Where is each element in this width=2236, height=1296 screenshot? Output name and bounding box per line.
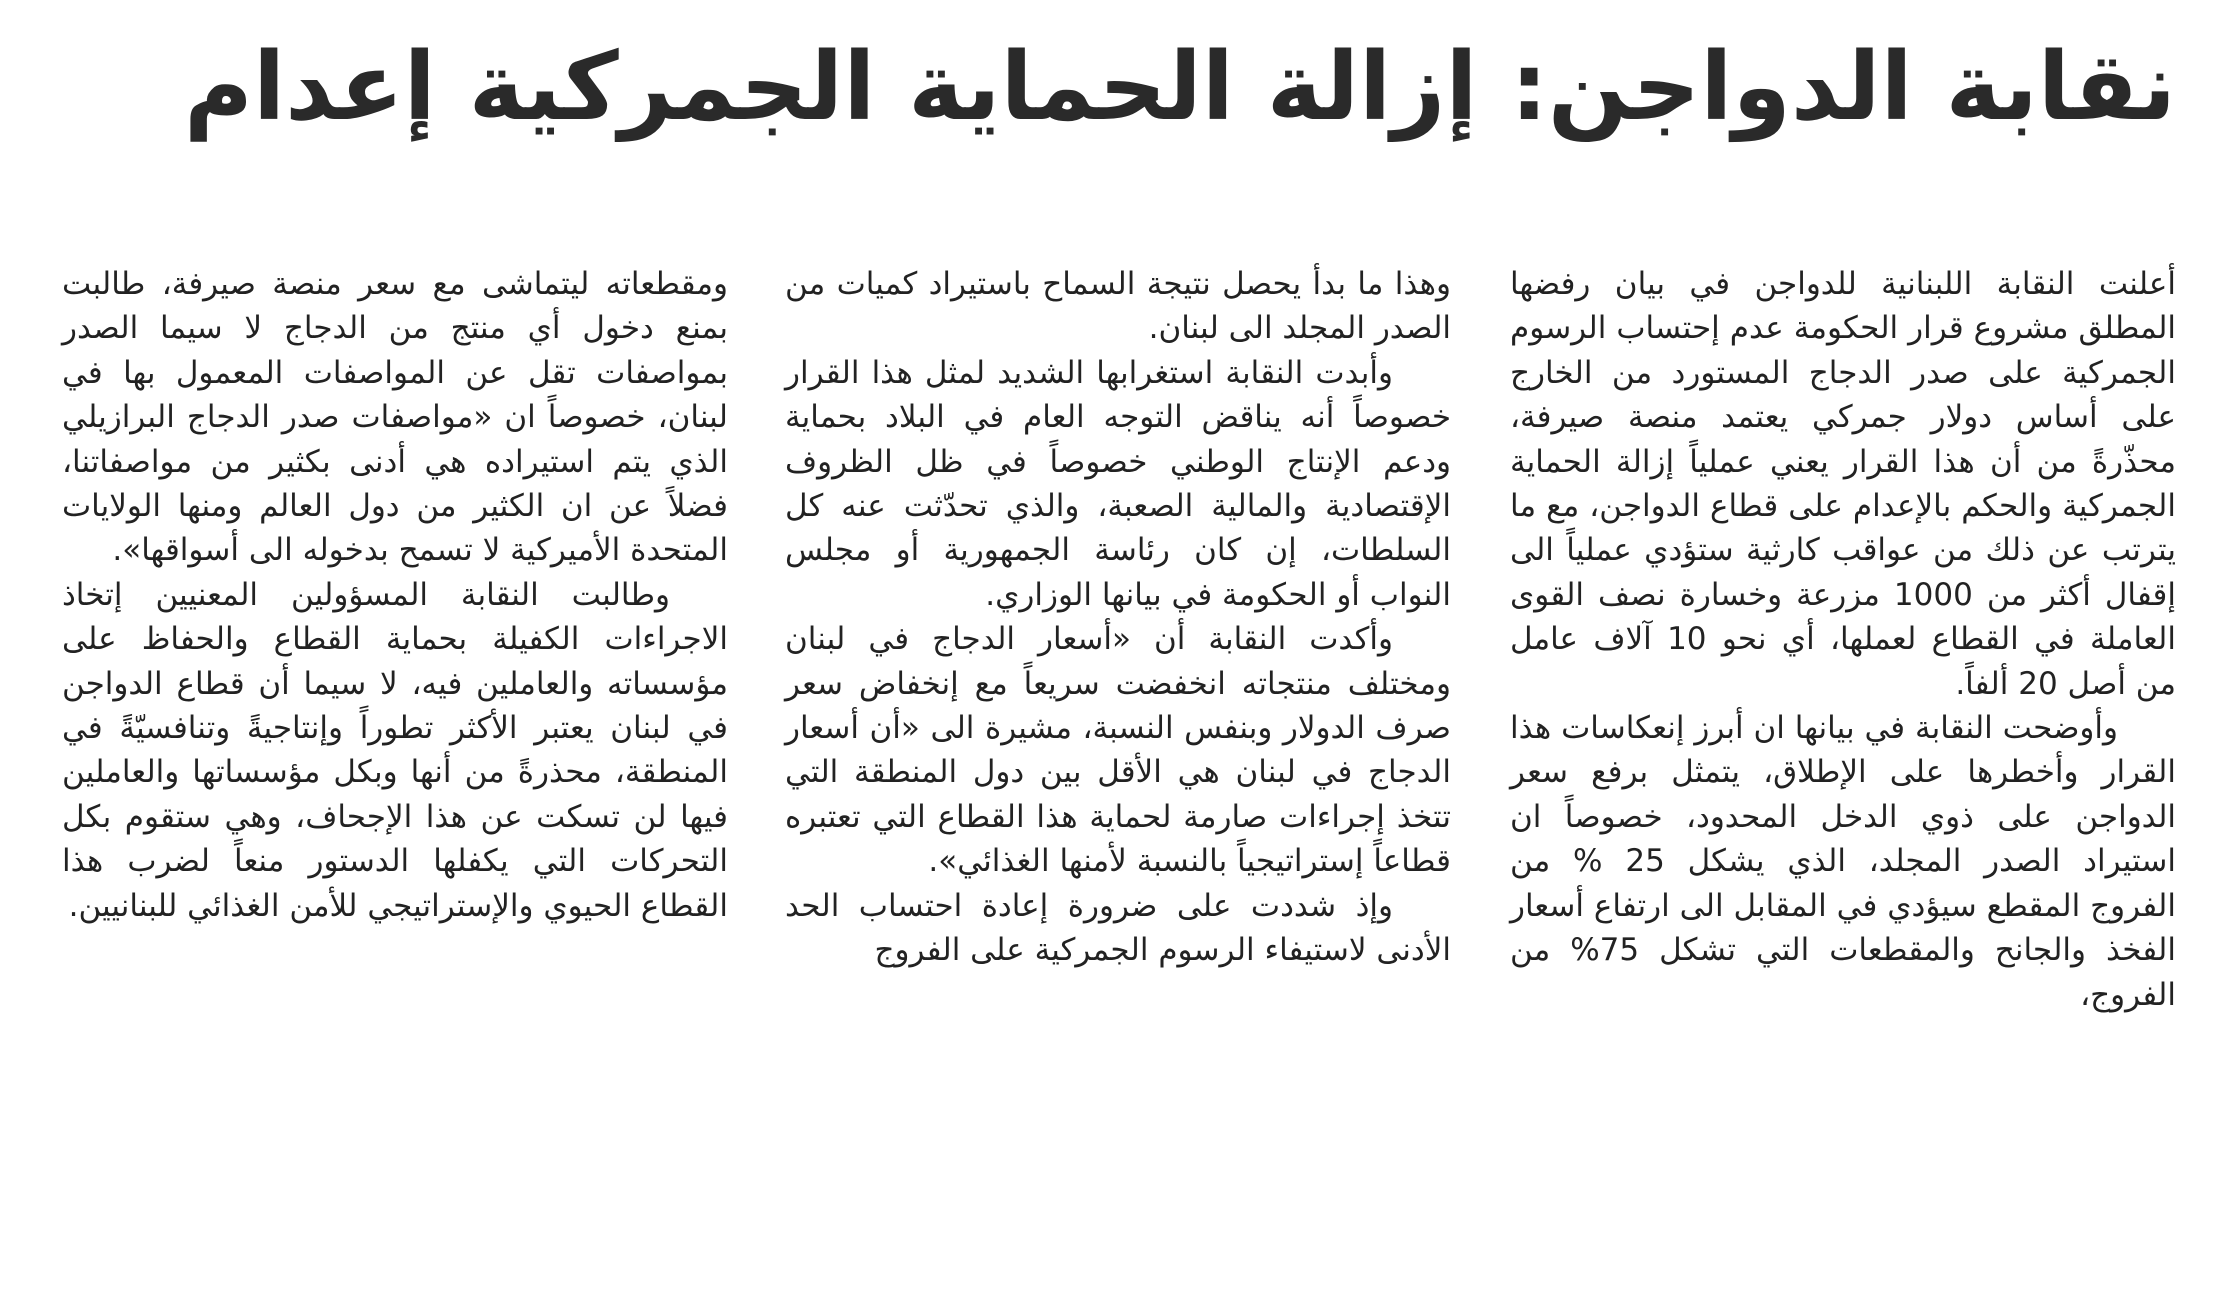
article-column-2 (785, 262, 1451, 973)
article-paragraph: وإذ شددت على ضرورة إعادة احتساب الحد الأدنى لاستيفاء الرسوم الجمركية على الفروج (785, 887, 1451, 969)
article-paragraph: أعلنت النقابة اللبنانية للدواجن في بيان رفضها المطلق مشروع قرار الحكومة عدم إحتساب الرسوم الجمركية على صدر الدجاج المستورد من الخارج على أساس دولار جمركي يعتمد منصة صيرفة، محذّرةً من أن هذا القرار يعني عملياً إزالة الحماية الجمركية والحكم بالإعدام على قطاع الدواجن، مع ما يترتب عن ذلك من عواقب كارثية ستؤدي عملياً الى إقفال أكثر من 1000 مزرعة وخسارة نصف القوى العاملة في القطاع لعملها، أي نحو 10 آلاف عامل من أصل 20 ألفاً. (1510, 266, 2176, 702)
article-paragraph: ومقطعاته ليتماشى مع سعر منصة صيرفة، طالبت بمنع دخول أي منتج من الدجاج لا سيما الصدر بمواصفات تقل عن المواصفات المعمول بها في لبنان، خصوصاً ان «مواصفات صدر الدجاج البرازيلي الذي يتم استيراده هي أدنى بكثير من مواصفاتنا، فضلاً عن ان الكثير من دول العالم ومنها الولايات المتحدة الأميركية لا تسمح بدخوله الى أسواقها». (62, 266, 728, 569)
article-paragraph: وأبدت النقابة استغرابها الشديد لمثل هذا القرار خصوصاً أنه يناقض التوجه العام في البلاد بحماية ودعم الإنتاج الوطني خصوصاً في ظل الظروف الإقتصادية والمالية الصعبة، والذي تحدّثت عنه كل السلطات، إن كان رئاسة الجمهورية أو مجلس النواب أو الحكومة في بيانها الوزاري. (785, 354, 1451, 613)
article-column-1 (1510, 262, 2176, 1017)
article-column-3 (62, 262, 728, 928)
article-paragraph: وأوضحت النقابة في بيانها ان أبرز إنعكاسات هذا القرار وأخطرها على الإطلاق، يتمثل برفع سعر الدواجن على ذوي الدخل المحدود، خصوصاً ان استيراد الصدر المجلد، الذي يشكل 25 % من الفروج المقطع سيؤدي في المقابل الى ارتفاع أسعار الفخذ والجانح والمقطعات التي تشكل 75% من الفروج، (1510, 710, 2176, 1013)
article-headline: نقابة الدواجن: إزالة الحماية الجمركية إعدام (184, 33, 2176, 142)
article-paragraph: وهذا ما بدأ يحصل نتيجة السماح باستيراد كميات من الصدر المجلد الى لبنان. (785, 266, 1451, 347)
article-paragraph: وأكدت النقابة أن «أسعار الدجاج في لبنان ومختلف منتجاته انخفضت سريعاً مع إنخفاض سعر صرف الدولار وبنفس النسبة، مشيرة الى «أن أسعار الدجاج في لبنان هي الأقل بين دول المنطقة التي تتخذ إجراءات صارمة لحماية هذا القطاع التي تعتبره قطاعاً إستراتيجياً بالنسبة لأمنها الغذائي». (785, 621, 1451, 880)
article-paragraph: وطالبت النقابة المسؤولين المعنيين إتخاذ الاجراءات الكفيلة بحماية القطاع والحفاظ على مؤسساته والعاملين فيه، لا سيما أن قطاع الدواجن في لبنان يعتبر الأكثر تطوراً وإنتاجيةً وتنافسيّةً في المنطقة، محذرةً من أنها وبكل مؤسساتها والعاملين فيها لن تسكت عن هذا الإجحاف، وهي ستقوم بكل التحركات التي يكفلها الدستور منعاً لضرب هذا القطاع الحيوي والإستراتيجي للأمن الغذائي للبنانيين. (62, 576, 728, 924)
